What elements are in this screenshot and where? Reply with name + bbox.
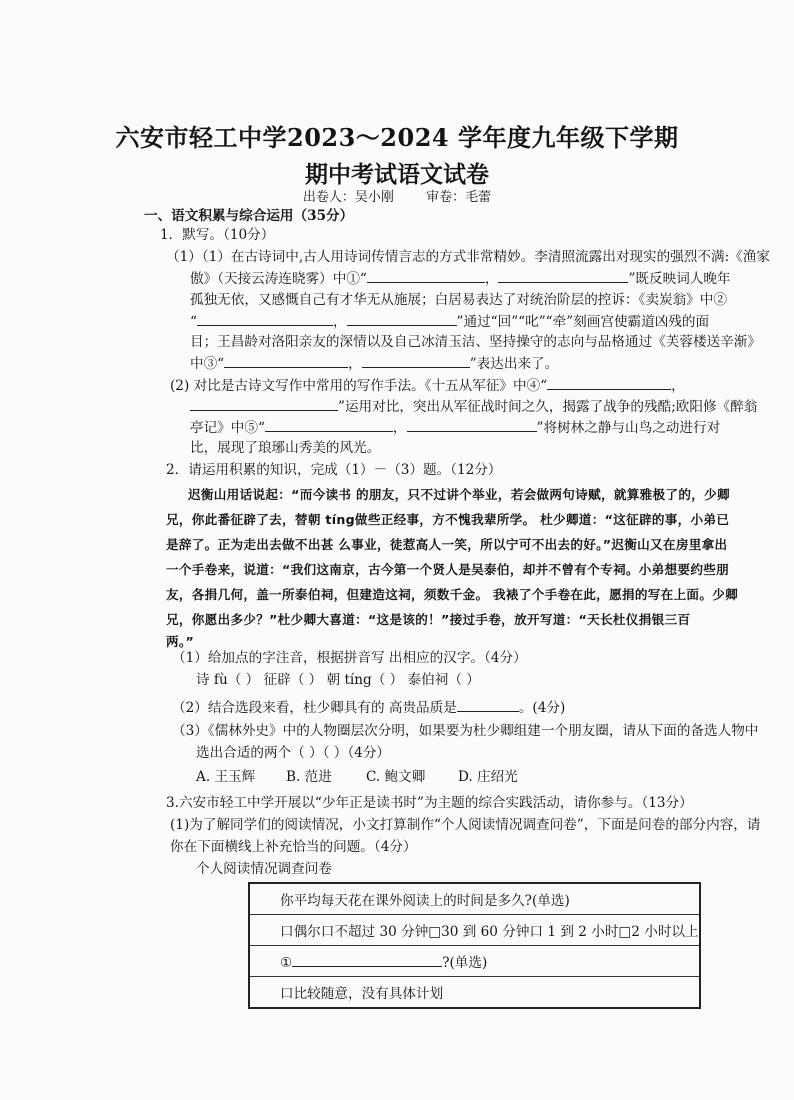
section-heading: 一、语文积累与综合运用（35分） [144,208,354,224]
passage-line: 两。” [166,634,195,649]
q2-sub2: （2）结合选段来看，杜少卿具有的 高贵品质是 。(4分) [172,697,565,719]
q1-line: “ ， ”通过“回”“叱”“牵”刻画宫使霸道凶残的面 [190,311,709,333]
passage-line: 是辞了。正为走出去做不出甚 么事业，徒惹高人一笑，所以宁可不出去的好。”迟衡山又在房里拿出 [166,537,728,552]
answer-blank[interactable] [362,353,470,368]
answer-blank[interactable] [407,417,537,432]
answer-blank[interactable] [347,311,457,326]
q1-line: 比，展现了琅琊山秀美的风光。 [190,440,381,456]
q1-line: (2) 对比是古诗文写作中常用的写作手法。《十五从军征》中④“ ， [170,375,685,397]
q1-line: 亭记》中⑤“ ， ”将树林之静与山鸟之动进行对 [190,417,720,439]
setter: 出卷人：吴小刚 [302,190,394,205]
answer-blank[interactable] [265,417,393,432]
q2-sub3-choose: 选出合适的两个（ ）（ ）（4分） [196,745,391,761]
q3-line: (1)为了解同学们的阅读情况，小文打算制作“个人阅读情况调查问卷”，下面是问卷的部分内容，请 [170,817,761,833]
q2-sub3: （3）《儒林外史》中的人物圈层次分明，如果要为杜少卿组建一个朋友圈，请从下面的备选人物中 [172,723,759,739]
passage-line: 兄，你此番征辟了去，替朝 tíng做些正经事，方不愧我辈所学。 杜少卿道：“这征辟的事，小弟已 [166,512,730,527]
option: C. 鲍文卿 [366,769,426,785]
exam-meta [0,186,794,205]
survey-title: 个人阅读情况调查问卷 [196,861,332,877]
q1-line: ”运用对比，突出从军征战时间之久，揭露了战争的残酷;欧阳修《醉翁 [190,396,757,418]
answer-blank[interactable] [190,396,338,411]
answer-blank[interactable] [224,353,348,368]
survey-table [248,882,701,1009]
survey-cell: 你平均每天花在课外阅读上的时间是多久?(单选) [249,883,700,915]
answer-blank[interactable] [457,697,519,712]
answer-blank[interactable] [197,311,333,326]
q1-line: 目；王昌龄对洛阳亲友的深情以及自己冰清玉洁、坚持操守的志向与品格通过《芙蓉楼送辛渐》 [190,334,761,350]
q1-heading: 1．默写。（10分） [160,227,275,243]
option: D. 庄绍光 [458,769,518,785]
exam-subtitle: 期中考试语文试卷 [305,161,489,188]
survey-row [249,946,700,977]
survey-cell: 口偶尔口不超过 30 分钟□30 到 60 分钟口 1 到 2 小时□2 小时以上 [249,915,700,946]
answer-blank[interactable] [547,375,671,390]
survey-row [249,977,700,1009]
survey-cell: 口比较随意，没有具体计划 [249,977,700,1009]
q3-line: 你在下面横线上补充恰当的问题。（4分） [170,839,417,855]
exam-title: 六安市轻工中学2023～2024 学年度九年级下学期 [115,123,679,152]
q1-line: 孤独无依，又感慨自己有才华无从施展；白居易表达了对统治阶层的控诉：《卖炭翁》中② [190,292,727,308]
q2-sub1-items: 诗 fù（ ） 征辟（ ） 朝 tíng（ ） 泰伯祠（ ） [196,672,480,688]
option: A. 王玉辉 [196,769,256,785]
answer-blank[interactable] [367,268,485,283]
q1-line: 中③“ ， ”表达出来了。 [190,353,558,375]
answer-blank[interactable] [292,952,442,967]
passage-line: 一个手卷来，说道：“我们这南京，古今第一个贤人是吴泰伯，却并不曾有个专祠。小弟想要约些朋 [166,562,730,577]
q1-line: （1）（1）在古诗词中,古人用诗词传情言志的方式非常精妙。李清照流露出对现实的强烈不满:《渔家 [166,249,770,265]
option: B. 范进 [286,769,332,785]
q2-sub1: （1）给加点的字注音，根据拼音写 出相应的汉字。（4分） [172,650,527,666]
survey-cell: ① ?(单选) [249,946,700,977]
q2-heading: 2．请运用积累的知识，完成（1）－（3）题。（12分） [166,462,502,478]
survey-row [249,915,700,946]
q3-heading: 3.六安市轻工中学开展以“少年正是读书时”为主题的综合实践活动，请你参与。（13分） [166,795,693,811]
survey-row [249,883,700,915]
passage-line: 迟衡山用话说起：“而今读书 的朋友，只不过讲个举业，若会做两句诗赋，就算雅极了的，少卿 [188,487,730,502]
passage-line: 兄，你愿出多少？”杜少卿大喜道：“这是该的！”接过手卷，放开写道：“天长杜仪捐银三百 [166,612,691,627]
reviewer: 审卷：毛蕾 [426,190,492,205]
passage-line: 友，各捐几何，盖一所泰伯祠，但建造这祠，须数千金。 我裱了个手卷在此，愿捐的写在上面。少卿 [166,587,739,602]
q1-line: 傲》（天接云涛连晓雾）中①“ ， ”既反映词人晚年 [190,268,731,290]
answer-blank[interactable] [498,268,628,283]
